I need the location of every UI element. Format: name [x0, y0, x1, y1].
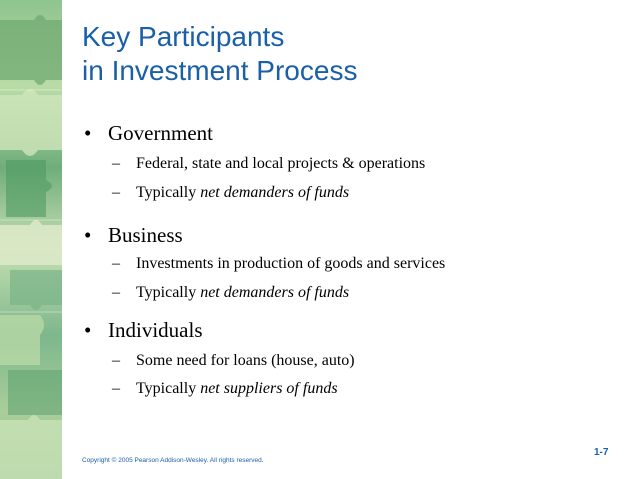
- sub-item-text: Investments in production of goods and services: [136, 255, 446, 272]
- page-number: 1-7: [594, 447, 609, 458]
- bullet-heading: Government: [108, 121, 213, 145]
- slide-title-line-2: in Investment Process: [82, 55, 358, 86]
- sub-item-prefix: Typically: [136, 380, 201, 397]
- sub-item-emphasis: net demanders of funds: [200, 184, 350, 201]
- sub-item-emphasis: net demanders of funds: [200, 284, 350, 301]
- bullet-icon: •: [84, 121, 92, 145]
- copyright-notice: Copyright © 2005 Pearson Addison-Wesley. All rights reserved.: [82, 457, 264, 464]
- sub-item-text: [136, 380, 338, 398]
- dash-icon: –: [112, 155, 120, 172]
- puzzle-sidebar-decoration: [0, 0, 62, 479]
- bullet-heading: Business: [108, 223, 183, 247]
- sub-item-text: Federal, state and local projects & operations: [136, 155, 426, 172]
- bullet-icon: •: [84, 318, 92, 342]
- dash-icon: –: [112, 380, 120, 397]
- bullet-icon: •: [84, 223, 92, 247]
- bullet-heading: Individuals: [108, 318, 203, 342]
- sub-item-prefix: Typically: [136, 184, 201, 201]
- sub-item-prefix: Typically: [136, 284, 201, 301]
- sub-item-emphasis: net suppliers of funds: [200, 380, 338, 397]
- slide-title-line-1: Key Participants: [82, 21, 285, 52]
- dash-icon: –: [112, 284, 120, 301]
- slide-title: [82, 20, 357, 88]
- dash-icon: –: [112, 184, 120, 201]
- puzzle-pieces-icon: [0, 0, 62, 479]
- sub-item-text: [136, 184, 349, 202]
- dash-icon: –: [112, 255, 120, 272]
- sub-item-text: [136, 284, 349, 302]
- dash-icon: –: [112, 352, 120, 369]
- sub-item-text: Some need for loans (house, auto): [136, 352, 355, 369]
